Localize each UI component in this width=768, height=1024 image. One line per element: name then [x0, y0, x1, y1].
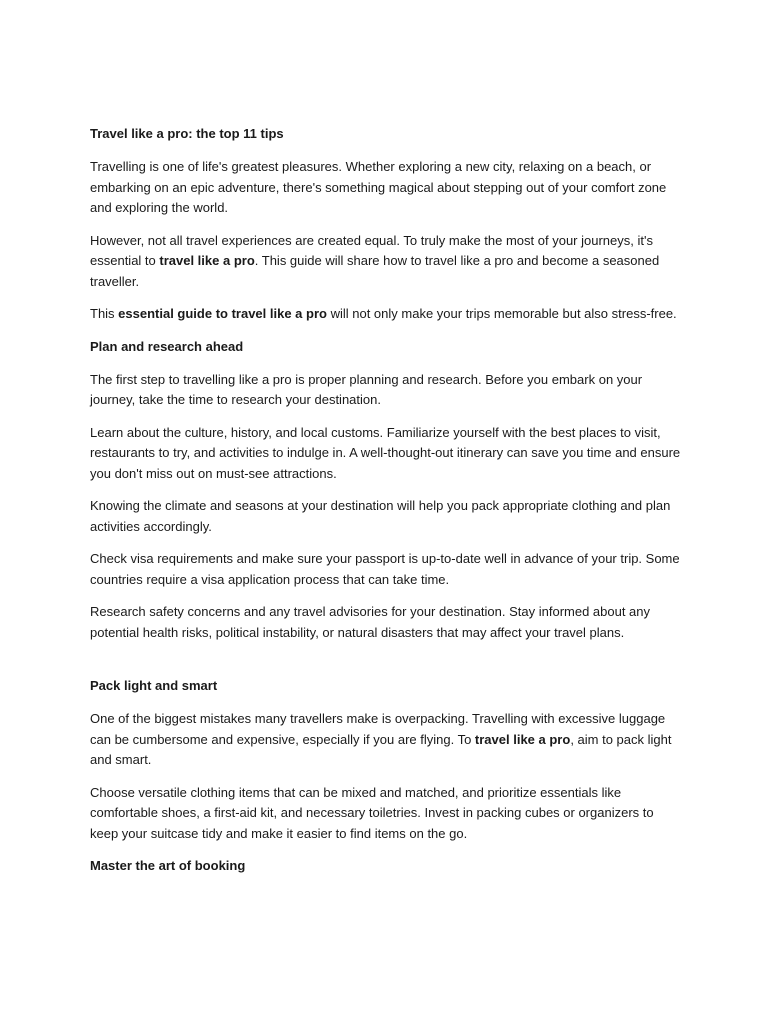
plan-paragraph-5: Research safety concerns and any travel advisories for your destination. Stay informed about any potential health risks, political instability, or natural disasters that may affect your travel plans. [90, 604, 651, 640]
plan-paragraph-4: Check visa requirements and make sure your passport is up-to-date well in advance of your trip. Some countries require a visa application process that can take time. [90, 551, 680, 587]
intro-paragraph-3-text-before: This [90, 306, 119, 321]
pack-paragraph-2: Choose versatile clothing items that can be mixed and matched, and prioritize essentials like comfortable shoes, a first-aid kit, and necessary toiletries. Invest in packing cubes or organizers to keep your suitcase tidy and make it easier to find items on the go. [90, 784, 654, 841]
intro-paragraph-2 [90, 231, 682, 293]
intro-paragraph-2-text-before: However, not all travel experiences are created equal. To truly make the most of your journeys, it's essential to [90, 232, 653, 268]
plan-paragraph-3: Knowing the climate and seasons at your destination will help you pack appropriate clothing and plan activities accordingly. [90, 498, 671, 534]
intro-paragraph-2-text-after: . This guide will share how to travel like a pro and become a seasoned traveller. [90, 253, 660, 289]
section-heading-booking: Master the art of booking [90, 858, 246, 873]
section-heading-plan: Plan and research ahead [90, 338, 244, 354]
plan-paragraph-1: The first step to travelling like a pro is proper planning and research. Before you embark on your journey, take the time to research your destination. [90, 371, 643, 407]
document-page [90, 124, 682, 889]
pack-paragraph-1-bold: travel like a pro [474, 731, 571, 747]
pack-paragraph-1 [90, 709, 682, 771]
intro-paragraph-1: Travelling is one of life's greatest pleasures. Whether exploring a new city, relaxing on a beach, or embarking on an epic adventure, there's something magical about stepping out of your comfort zone and exploring the world. [90, 159, 667, 215]
intro-paragraph-3 [90, 304, 682, 325]
section-heading-pack: Pack light and smart [90, 678, 218, 693]
pack-paragraph-1-text-after: , aim to pack light and smart. [90, 731, 672, 767]
intro-paragraph-2-bold: travel like a pro [159, 253, 255, 268]
plan-paragraph-2: Learn about the culture, history, and local customs. Familiarize yourself with the best places to visit, restaurants to try, and activities to indulge in. A well-thought-out itinerary can save you time and ensure you don't miss out on must-see attractions. [90, 424, 681, 481]
pack-paragraph-1-text-before: One of the biggest mistakes many travellers make is overpacking. Travelling with excessive luggage can be cumbersome and expensive, especially if you are flying. To [90, 711, 666, 747]
intro-paragraph-3-text-after: will not only make your trips memorable but also stress-free. [326, 306, 677, 321]
document-title: Travel like a pro: the top 11 tips [90, 126, 284, 141]
intro-paragraph-3-bold: essential guide to travel like a pro [118, 306, 327, 321]
